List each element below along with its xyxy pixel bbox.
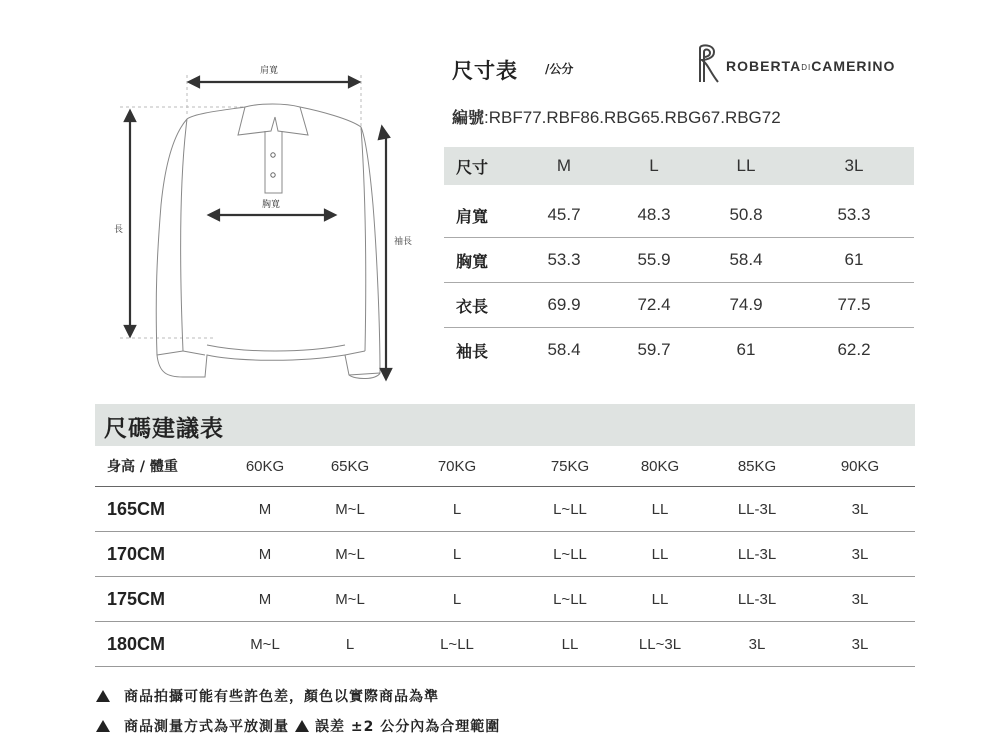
recommendation-title: 尺碼建議表 [104,416,224,442]
table-cell: LL [651,590,669,608]
table-row [95,622,915,667]
table-cell: L [452,545,462,563]
header-cell: 85KG [737,457,777,475]
table-cell: 50.8 [729,205,763,224]
table-cell: 3L [748,635,766,653]
sleeve-length-label: 袖長 [394,237,413,247]
table-row [444,283,914,328]
table-cell: 77.5 [837,295,871,314]
table-cell: M~L [335,500,365,518]
header-cell: 65KG [330,457,370,475]
table-cell: L [452,590,462,608]
table-cell: 58.4 [729,250,763,269]
table-cell: 55.9 [637,250,671,269]
header-cell: LL [736,156,756,175]
header-cell: 90KG [840,457,880,475]
table-cell: LL [561,635,579,653]
table-cell: 45.7 [547,205,581,224]
table-row [444,238,914,283]
table-cell: 53.3 [837,205,871,224]
table-cell: L [345,635,355,653]
table-cell: 3L [851,635,869,653]
table-cell: M [258,500,272,518]
table-row [95,487,915,532]
row-label: 170CM [107,543,166,564]
table-cell: 53.3 [547,250,581,269]
table-cell: 3L [851,545,869,563]
shoulder-width-label: 肩寬 [260,66,279,76]
table-cell: 3L [851,590,869,608]
row-label: 175CM [107,588,166,609]
table-cell: 58.4 [547,340,581,359]
note-measurement: 商品測量方式為平放測量 誤差 ±2 公分內為合理範圍 [96,716,500,736]
size-recommendation-table [95,446,915,667]
table-cell: M [258,590,272,608]
table-cell: L [452,500,462,518]
header-cell: 尺寸 [456,157,489,177]
model-number-line [452,105,781,128]
header-cell: 70KG [437,457,477,475]
table-cell: M~L [335,545,365,563]
table-cell: L~LL [553,500,587,518]
table-cell: LL-3L [737,545,777,563]
row-label: 衣長 [456,296,489,316]
table-row [444,193,914,238]
header-cell: L [649,156,659,175]
length-label: 長 [114,225,124,235]
row-label: 袖長 [456,341,489,361]
table-cell: LL-3L [737,500,777,518]
table-cell: 69.9 [547,295,581,314]
table-row [95,532,915,577]
shirt-diagram [95,55,435,395]
table-cell: LL-3L [737,590,777,608]
table-cell: 59.7 [637,340,671,359]
model-number-value: :RBF77.RBF86.RBG65.RBG67.RBG72 [484,108,781,127]
table-row [95,577,915,622]
header-cell: 80KG [640,457,680,475]
recommendation-header-row [95,446,915,487]
header-cell: M [556,156,572,175]
table-cell: LL [651,500,669,518]
header-cell: 60KG [245,457,285,475]
measurement-header-row [444,147,914,185]
size-chart-title: 尺寸表 [452,59,518,83]
table-cell: 3L [851,500,869,518]
table-cell: 48.3 [637,205,671,224]
table-cell: L~LL [553,545,587,563]
table-cell: 62.2 [837,340,871,359]
unit-label: /公分 [545,62,574,76]
table-cell: LL [651,545,669,563]
triangle-icon [295,720,309,732]
table-cell: 74.9 [729,295,763,314]
table-cell: 61 [736,340,756,359]
row-label: 165CM [107,498,166,519]
header-cell: 身高 / 體重 [107,459,178,475]
note-color-difference: 商品拍攝可能有些許色差，顏色以實際商品為準 [96,686,439,706]
table-cell: 61 [844,250,864,269]
header-cell: 3L [844,156,864,175]
row-label: 胸寬 [456,251,489,271]
triangle-icon [96,720,110,732]
table-row [444,328,914,372]
row-label: 180CM [107,633,166,654]
chest-width-label: 胸寬 [262,200,281,210]
table-cell: M~L [250,635,280,653]
table-cell: 72.4 [637,295,671,314]
model-number-label: 編號 [452,108,485,127]
header-cell: 75KG [550,457,590,475]
triangle-icon [96,690,110,702]
table-cell: LL~3L [638,635,682,653]
table-cell: L~LL [440,635,474,653]
row-label: 肩寬 [456,206,489,226]
table-cell: M~L [335,590,365,608]
brand-logo-icon [692,42,722,84]
table-cell: L~LL [553,590,587,608]
brand-name: ROBERTADICAMERINO [726,58,896,74]
measurement-table [444,147,914,372]
table-cell: M [258,545,272,563]
